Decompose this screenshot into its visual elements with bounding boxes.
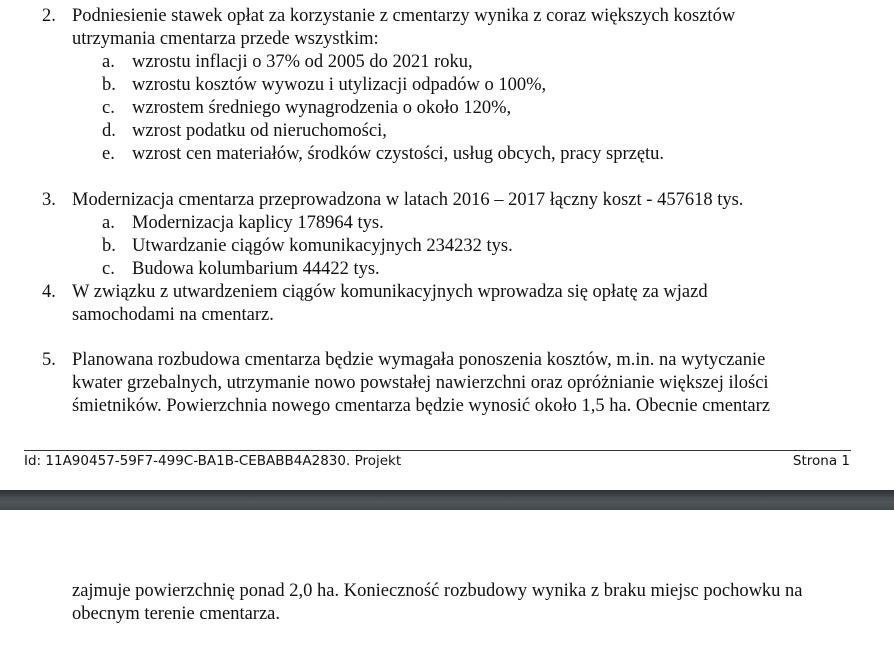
sublist-letter: d. (102, 121, 116, 141)
list-text-line: kwater grzebalnych, utrzymanie nowo powstałej nawierzchni oraz opróżnianie większej ilości (72, 373, 769, 393)
document-page-2 (0, 510, 894, 650)
footer-page-number: Strona 1 (792, 453, 850, 469)
sublist-text: Modernizacja kaplicy 178964 tys. (132, 213, 384, 233)
list-text-line: W związku z utwardzeniem ciągów komunikacyjnych wprowadza się opłatę za wjazd (72, 282, 708, 302)
list-number: 3. (42, 190, 56, 210)
sublist-text: wzrostem średniego wynagrodzenia o około 120%, (132, 98, 512, 118)
sublist-letter: e. (102, 144, 115, 164)
sublist-text: Budowa kolumbarium 44422 tys. (132, 259, 380, 279)
sublist-letter: b. (102, 236, 116, 256)
sublist-text: wzrostu inflacji o 37% od 2005 do 2021 roku, (132, 52, 473, 72)
list-text-line: Podniesienie stawek opłat za korzystanie z cmentarzy wynika z coraz większych kosztów (72, 6, 736, 26)
list-text-line: Planowana rozbudowa cmentarza będzie wymagała ponoszenia kosztów, m.in. na wytyczanie (72, 350, 766, 370)
page-divider (0, 490, 894, 510)
paragraph-line: obecnym terenie cmentarza. (72, 604, 281, 624)
sublist-text: wzrostu kosztów wywozu i utylizacji odpadów o 100%, (132, 75, 547, 95)
list-text-line: Modernizacja cmentarza przeprowadzona w latach 2016 – 2017 łączny koszt - 457618 tys. (72, 190, 744, 210)
list-number: 2. (42, 6, 56, 26)
list-number: 4. (42, 282, 56, 302)
list-text-line: samochodami na cmentarz. (72, 305, 274, 325)
list-number: 5. (42, 350, 56, 370)
sublist-letter: c. (102, 98, 115, 118)
list-text-line: śmietników. Powierzchnia nowego cmentarza będzie wynosić około 1,5 ha. Obecnie cmentarz (72, 396, 770, 416)
paragraph-line: zajmuje powierzchnię ponad 2,0 ha. Konieczność rozbudowy wynika z braku miejsc pochowku na (72, 581, 803, 601)
sublist-letter: a. (102, 213, 115, 233)
sublist-text: Utwardzanie ciągów komunikacyjnych 234232 tys. (132, 236, 513, 256)
list-text-line: utrzymania cmentarza przede wszystkim: (72, 29, 379, 49)
sublist-letter: a. (102, 52, 115, 72)
sublist-text: wzrost cen materiałów, środków czystości, usług obcych, pracy sprzętu. (132, 144, 665, 164)
footer-document-id: Id: 11A90457-59F7-499C-BA1B-CEBABB4A2830. Projekt (24, 453, 402, 469)
sublist-letter: b. (102, 75, 116, 95)
footer-separator (24, 450, 851, 451)
sublist-text: wzrost podatku od nieruchomości, (132, 121, 387, 141)
sublist-letter: c. (102, 259, 115, 279)
